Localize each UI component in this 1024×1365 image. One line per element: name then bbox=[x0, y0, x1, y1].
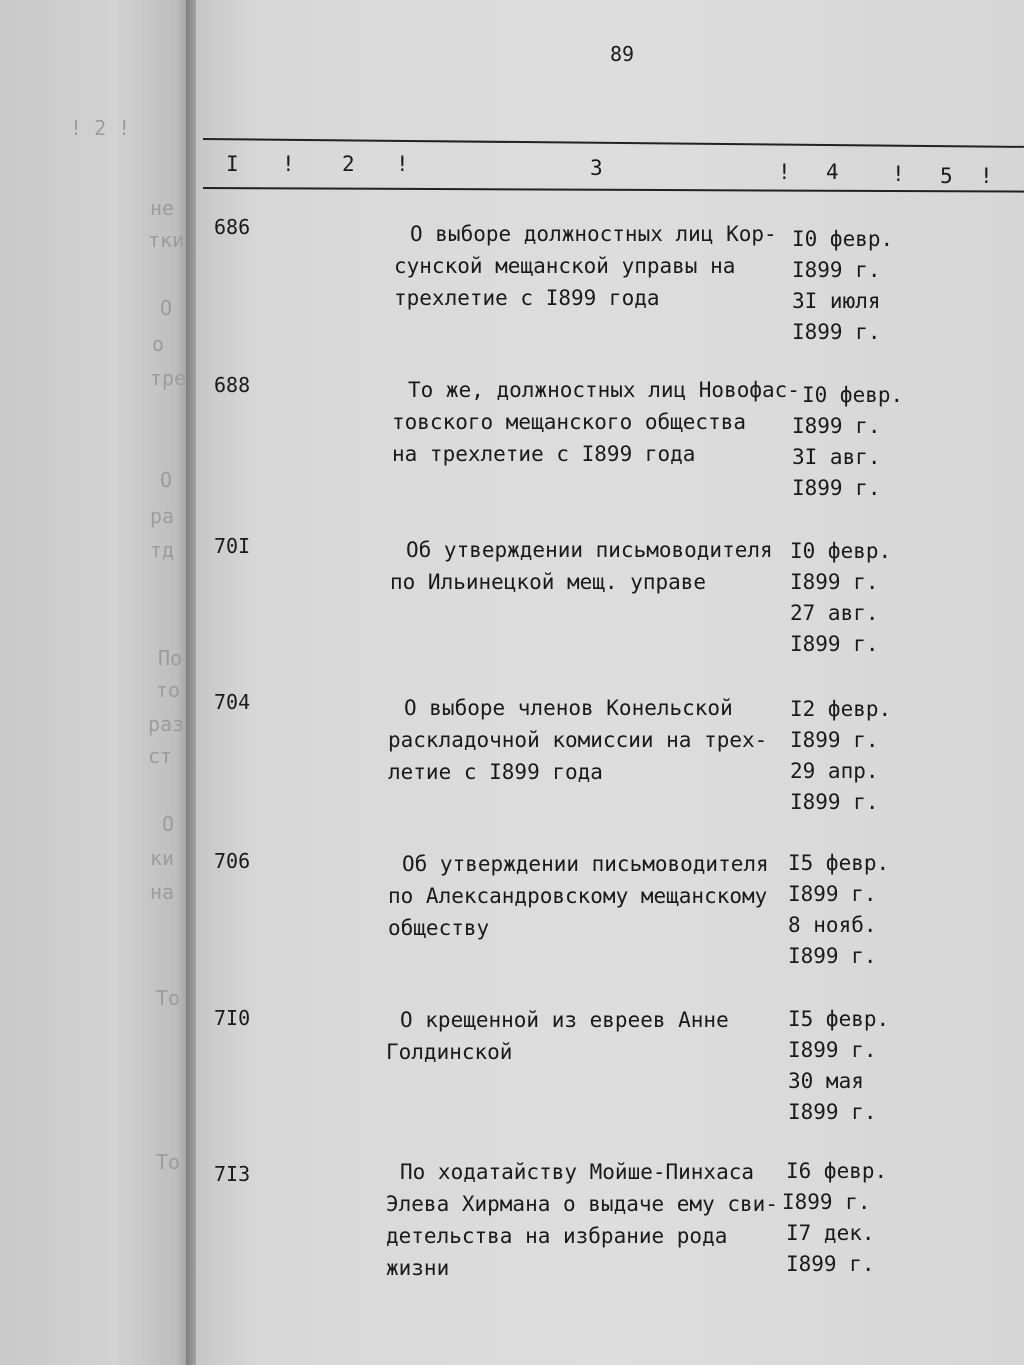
end-year: I899 г. bbox=[790, 632, 879, 656]
column-header-3: 3 bbox=[590, 156, 603, 180]
start-date: I0 февр. bbox=[802, 383, 904, 407]
end-date: I7 дек. bbox=[786, 1221, 875, 1245]
column-separator: ! bbox=[778, 160, 791, 184]
left-page-text: ! 2 ! bbox=[70, 116, 131, 140]
start-year: I899 г. bbox=[792, 258, 881, 282]
description-line: О крещенной из евреев Анне bbox=[400, 1008, 729, 1032]
left-page-text: ст bbox=[148, 744, 173, 768]
left-page-text: ки bbox=[150, 846, 175, 870]
end-date: 29 апр. bbox=[790, 759, 879, 783]
left-page-text: О bbox=[160, 468, 173, 492]
description-line: по Ильинецкой мещ. управе bbox=[390, 570, 707, 594]
left-page-text: то bbox=[156, 678, 181, 702]
record-description bbox=[388, 848, 769, 944]
end-date: 30 мая bbox=[788, 1069, 864, 1093]
description-line: По ходатайству Мойше-Пинхаса bbox=[400, 1160, 755, 1184]
end-year: I899 г. bbox=[786, 1252, 875, 1276]
description-line: товского мещанского общества bbox=[392, 410, 747, 434]
left-page-text: раз bbox=[148, 712, 185, 736]
start-year: I899 г. bbox=[782, 1190, 871, 1214]
description-line: на трехлетие с I899 года bbox=[392, 442, 696, 466]
left-page-text: То bbox=[156, 986, 181, 1010]
start-date: I5 февр. bbox=[788, 1007, 890, 1031]
column-header-1: I bbox=[226, 152, 239, 176]
end-year: I899 г. bbox=[792, 320, 881, 344]
column-header-4: 4 bbox=[826, 160, 839, 184]
record-number: 706 bbox=[214, 849, 251, 873]
start-date: I5 февр. bbox=[788, 851, 890, 875]
left-page-text: О bbox=[160, 296, 173, 320]
record-dates bbox=[792, 380, 903, 504]
record-number: 704 bbox=[214, 690, 251, 714]
left-page-text: По bbox=[158, 646, 183, 670]
description-line: раскладочной комиссии на трех- bbox=[388, 728, 768, 752]
record-description bbox=[394, 218, 777, 314]
end-year: I899 г. bbox=[792, 476, 881, 500]
end-year: I899 г. bbox=[790, 790, 879, 814]
record-number: 7I3 bbox=[214, 1162, 251, 1186]
record-dates bbox=[790, 536, 891, 660]
description-line: обществу bbox=[388, 916, 490, 940]
record-number: 686 bbox=[214, 215, 251, 239]
end-date: 3I июля bbox=[792, 289, 881, 313]
start-year: I899 г. bbox=[788, 882, 877, 906]
description-line: Элева Хирмана о выдаче ему сви- bbox=[386, 1192, 778, 1216]
record-dates bbox=[788, 848, 889, 972]
record-dates bbox=[788, 1004, 889, 1128]
left-page bbox=[0, 0, 192, 1365]
end-year: I899 г. bbox=[788, 1100, 877, 1124]
record-description bbox=[386, 1004, 729, 1068]
left-page-text: То bbox=[156, 1150, 181, 1174]
column-separator: ! bbox=[396, 152, 409, 176]
record-dates bbox=[792, 224, 893, 348]
record-dates bbox=[782, 1156, 887, 1280]
description-line: жизни bbox=[386, 1256, 450, 1280]
record-number: 688 bbox=[214, 373, 251, 397]
column-separator: ! bbox=[980, 164, 993, 188]
start-year: I899 г. bbox=[790, 728, 879, 752]
left-page-text: тре bbox=[150, 366, 187, 390]
start-year: I899 г. bbox=[792, 414, 881, 438]
end-date: 8 нояб. bbox=[788, 913, 877, 937]
start-date: I0 февр. bbox=[790, 539, 892, 563]
start-date: I2 февр. bbox=[790, 697, 892, 721]
description-line: летие с I899 года bbox=[388, 760, 603, 784]
description-line: Об утверждении письмоводителя bbox=[402, 852, 769, 876]
column-separator: ! bbox=[282, 152, 295, 176]
left-page-text: тд bbox=[150, 538, 175, 562]
left-page-text: о bbox=[152, 332, 165, 356]
start-year: I899 г. bbox=[790, 570, 879, 594]
left-page-text: на bbox=[150, 880, 175, 904]
description-line: трехлетие с I899 года bbox=[394, 286, 660, 310]
end-date: 3I авг. bbox=[792, 445, 881, 469]
left-page-text: ра bbox=[150, 504, 175, 528]
start-year: I899 г. bbox=[788, 1038, 877, 1062]
record-number: 7I0 bbox=[214, 1006, 251, 1030]
description-line: по Александровскому мещанскому bbox=[388, 884, 768, 908]
description-line: О выборе членов Конельской bbox=[404, 696, 733, 720]
description-line: Об утверждении письмоводителя bbox=[406, 538, 773, 562]
description-line: О выборе должностных лиц Кор- bbox=[410, 222, 777, 246]
column-header-5: 5 bbox=[940, 164, 953, 188]
description-line: детельства на избрание рода bbox=[386, 1224, 728, 1248]
page-number: 89 bbox=[610, 42, 635, 66]
record-description bbox=[386, 1156, 778, 1284]
start-date: I6 февр. bbox=[786, 1159, 888, 1183]
description-line: То же, должностных лиц Новофас- bbox=[408, 378, 800, 402]
left-page-text: не bbox=[150, 196, 175, 220]
left-page-text: тки bbox=[148, 228, 185, 252]
description-line: Голдинской bbox=[386, 1040, 513, 1064]
record-description bbox=[392, 374, 800, 470]
left-page-text: О bbox=[162, 812, 175, 836]
record-number: 70I bbox=[214, 534, 251, 558]
record-dates bbox=[790, 694, 891, 818]
description-line: сунской мещанской управы на bbox=[394, 254, 736, 278]
record-description bbox=[388, 692, 767, 788]
start-date: I0 февр. bbox=[792, 227, 894, 251]
end-date: 27 авг. bbox=[790, 601, 879, 625]
column-header-2: 2 bbox=[342, 152, 355, 176]
column-separator: ! bbox=[892, 162, 905, 186]
end-year: I899 г. bbox=[788, 944, 877, 968]
record-description bbox=[390, 534, 773, 598]
